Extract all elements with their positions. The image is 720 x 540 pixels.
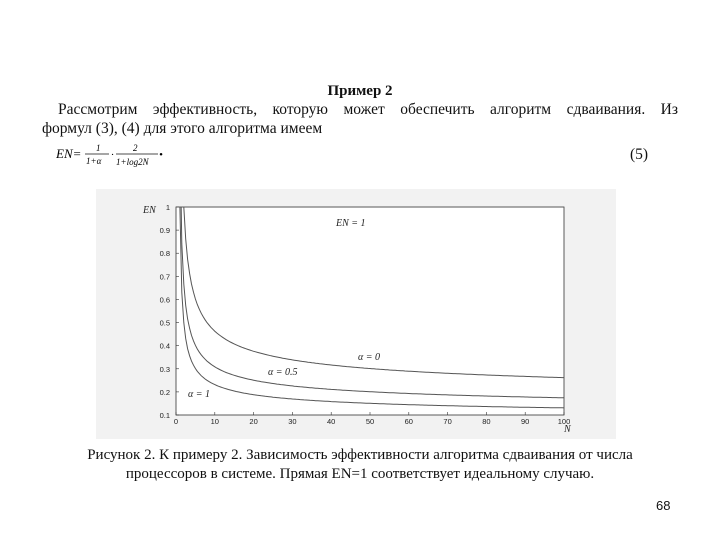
- x-tick-label: 90: [521, 417, 530, 426]
- formula-frac1-den: 1+α: [86, 156, 102, 166]
- formula-end: •: [159, 149, 163, 161]
- y-tick-label: 0.2: [159, 387, 170, 397]
- figure-frame: [96, 189, 616, 439]
- example-heading: Пример 2: [327, 83, 393, 99]
- x-tick-label: 0: [173, 417, 179, 426]
- x-tick-label: 30: [288, 417, 297, 426]
- x-tick-label: 70: [443, 417, 452, 426]
- figure-caption: [0, 446, 720, 484]
- y-tick-label: 0.5: [159, 318, 170, 328]
- caption-line-1: Рисунок 2. К примеру 2. Зависимость эффективности алгоритма сдваивания от числа: [87, 447, 633, 463]
- formula-frac2-num: 2: [133, 143, 138, 153]
- x-tick-label: 10: [210, 417, 219, 426]
- y-tick-label: 0.7: [159, 272, 170, 282]
- formula-frac1-num: 1: [96, 143, 101, 153]
- x-tick-label: 100: [557, 417, 571, 426]
- y-tick-label: 0.9: [159, 226, 170, 236]
- x-axis-label: N: [564, 424, 571, 435]
- annotation-en-1: EN = 1: [336, 218, 366, 229]
- efficiency-chart: [96, 189, 616, 439]
- annotation-alpha-1: α = 1: [188, 389, 210, 400]
- y-tick-label: 0.6: [159, 295, 170, 305]
- paragraph-line-2: формул (3), (4) для этого алгоритма имеем: [42, 120, 323, 137]
- y-tick-label: 0.3: [159, 364, 170, 374]
- y-axis-label: EN: [143, 205, 156, 216]
- y-tick-label: 0.8: [159, 249, 170, 259]
- x-tick-label: 80: [482, 417, 491, 426]
- x-tick-label: 20: [249, 417, 258, 426]
- formula-5: [56, 140, 196, 168]
- x-tick-label: 40: [327, 417, 336, 426]
- formula-dot: ·: [111, 149, 114, 161]
- plot-area: [176, 207, 564, 415]
- equation-number: (5): [630, 146, 649, 163]
- y-tick-label: 0.4: [159, 341, 170, 351]
- x-tick-label: 50: [365, 417, 375, 426]
- page-number: 68: [656, 498, 671, 513]
- annotation-alpha-05: α = 0.5: [268, 367, 298, 378]
- x-tick-label: 60: [404, 417, 413, 426]
- annotation-alpha-0: α = 0: [358, 352, 380, 363]
- formula-svg: [56, 140, 196, 170]
- formula-frac2-den: 1+log2N: [116, 157, 149, 167]
- y-tick-label: 0.1: [159, 411, 170, 420]
- paragraph-line-1: Рассмотрим эффективность, которую может обеспечить алгоритм сдваивания. Из: [58, 101, 678, 118]
- y-tick-label: 1: [165, 203, 170, 212]
- caption-line-2: процессоров в системе. Прямая EN=1 соответствует идеальному случаю.: [125, 466, 595, 482]
- formula-lhs: EN=: [56, 146, 82, 161]
